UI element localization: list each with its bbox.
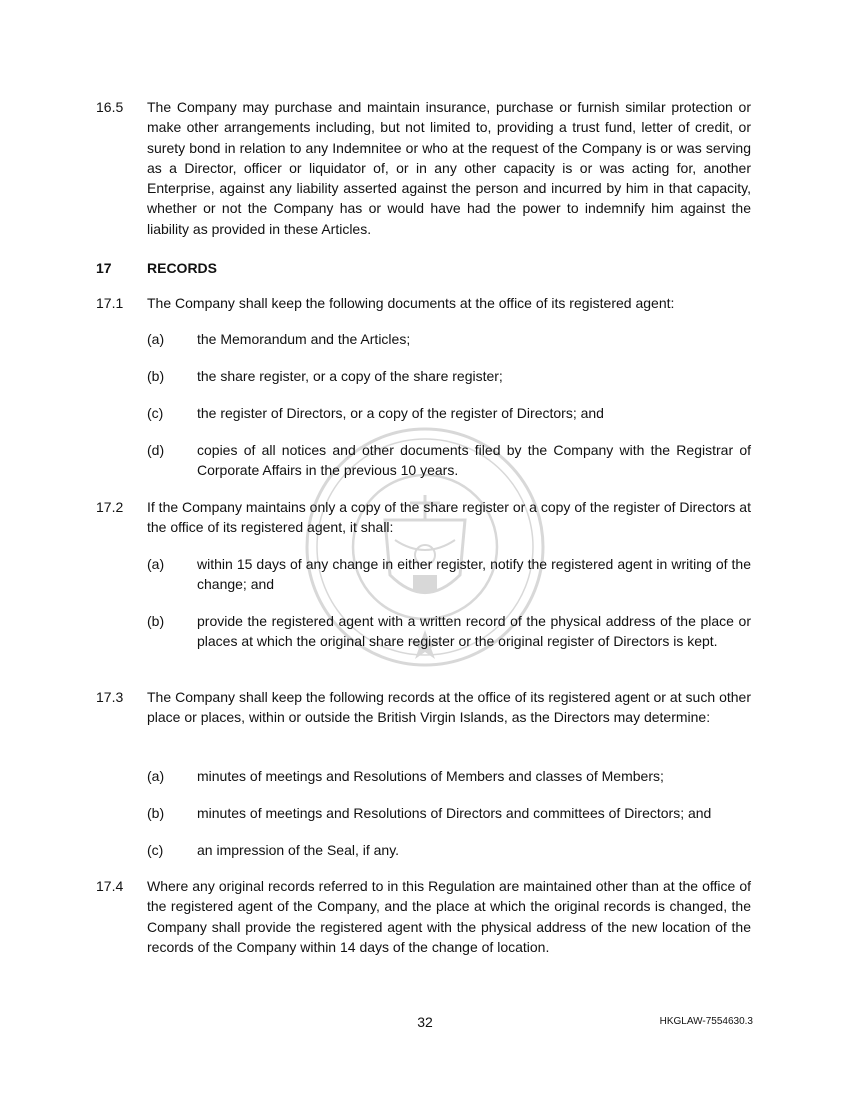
document-reference: HKGLAW-7554630.3 xyxy=(659,1016,753,1027)
list-item xyxy=(147,840,751,860)
list-item-label: (c) xyxy=(147,405,164,421)
list-item-text: minutes of meetings and Resolutions of Directors and committees of Directors; and xyxy=(197,805,712,821)
list-item xyxy=(147,766,751,786)
list-item-label: (c) xyxy=(147,842,164,858)
section-17-heading xyxy=(96,258,751,278)
list-item-label: (b) xyxy=(147,613,165,629)
list-item-text: an impression of the Seal, if any. xyxy=(197,842,400,858)
clause-17-2 xyxy=(96,497,751,538)
list-item xyxy=(147,611,751,652)
clause-number: 17.4 xyxy=(96,878,124,894)
clause-text: The Company shall keep the following documents at the office of its registered agent: xyxy=(147,295,675,311)
list-item xyxy=(147,554,751,595)
clause-text: The Company shall keep the following records at the office of its registered agent or at such other place or places, within or outside the British Virgin Islands, as the Directors may determine: xyxy=(147,689,751,726)
clause-number: 16.5 xyxy=(96,99,124,115)
page-number: 32 xyxy=(417,1014,433,1030)
list-item-label: (a) xyxy=(147,331,165,347)
list-item xyxy=(147,440,751,481)
clause-number: 17.2 xyxy=(96,499,124,515)
clause-16-5 xyxy=(96,97,751,239)
list-item xyxy=(147,366,751,386)
list-item xyxy=(147,803,751,823)
list-item-text: provide the registered agent with a written record of the physical address of the place or places at which the original share register or the original register of Directors is kept. xyxy=(197,613,751,650)
list-item-label: (b) xyxy=(147,805,165,821)
list-item-text: within 15 days of any change in either register, notify the registered agent in writing of the change; and xyxy=(197,556,751,593)
list-item-text: the register of Directors, or a copy of the register of Directors; and xyxy=(197,405,604,421)
clause-17-1 xyxy=(96,293,751,313)
list-item-text: the Memorandum and the Articles; xyxy=(197,331,411,347)
list-item-label: (b) xyxy=(147,368,165,384)
clause-text: Where any original records referred to in this Regulation are maintained other than at the office of the registered agent of the Company, and the place at which the original records is changed, the Company shall provide the registered agent with the physical address of the new location of the records of the Company within 14 days of the change of location. xyxy=(147,878,751,955)
clause-number: 17.1 xyxy=(96,295,124,311)
list-item xyxy=(147,329,751,349)
clause-17-4 xyxy=(96,876,751,957)
clause-17-3 xyxy=(96,687,751,728)
list-item-label: (a) xyxy=(147,768,165,784)
clause-text: The Company may purchase and maintain insurance, purchase or furnish similar protection or make other arrangements including, but not limited to, providing a trust fund, letter of credit, or surety bond in relation to any Indemnitee or who at the request of the Company is or was serving as a Director, officer or liquidator of, or in any other capacity is or was acting for, another Enterprise, against any liability asserted against the person and incurred by him in that capacity, whether or not the Company has or would have had the power to indemnify him against the liability as provided in these Articles. xyxy=(147,99,751,237)
section-title: RECORDS xyxy=(147,260,218,276)
clause-number: 17.3 xyxy=(96,689,124,705)
list-item-text: minutes of meetings and Resolutions of Members and classes of Members; xyxy=(197,768,664,784)
clause-text: If the Company maintains only a copy of the share register or a copy of the register of Directors at the office of its registered agent, it shall: xyxy=(147,499,751,536)
list-item-label: (a) xyxy=(147,556,165,572)
section-number: 17 xyxy=(96,260,112,276)
list-item-text: copies of all notices and other documents filed by the Company with the Registrar of Corporate Affairs in the previous 10 years. xyxy=(197,442,751,479)
list-item xyxy=(147,403,751,423)
list-item-text: the share register, or a copy of the share register; xyxy=(197,368,503,384)
list-item-label: (d) xyxy=(147,442,165,458)
